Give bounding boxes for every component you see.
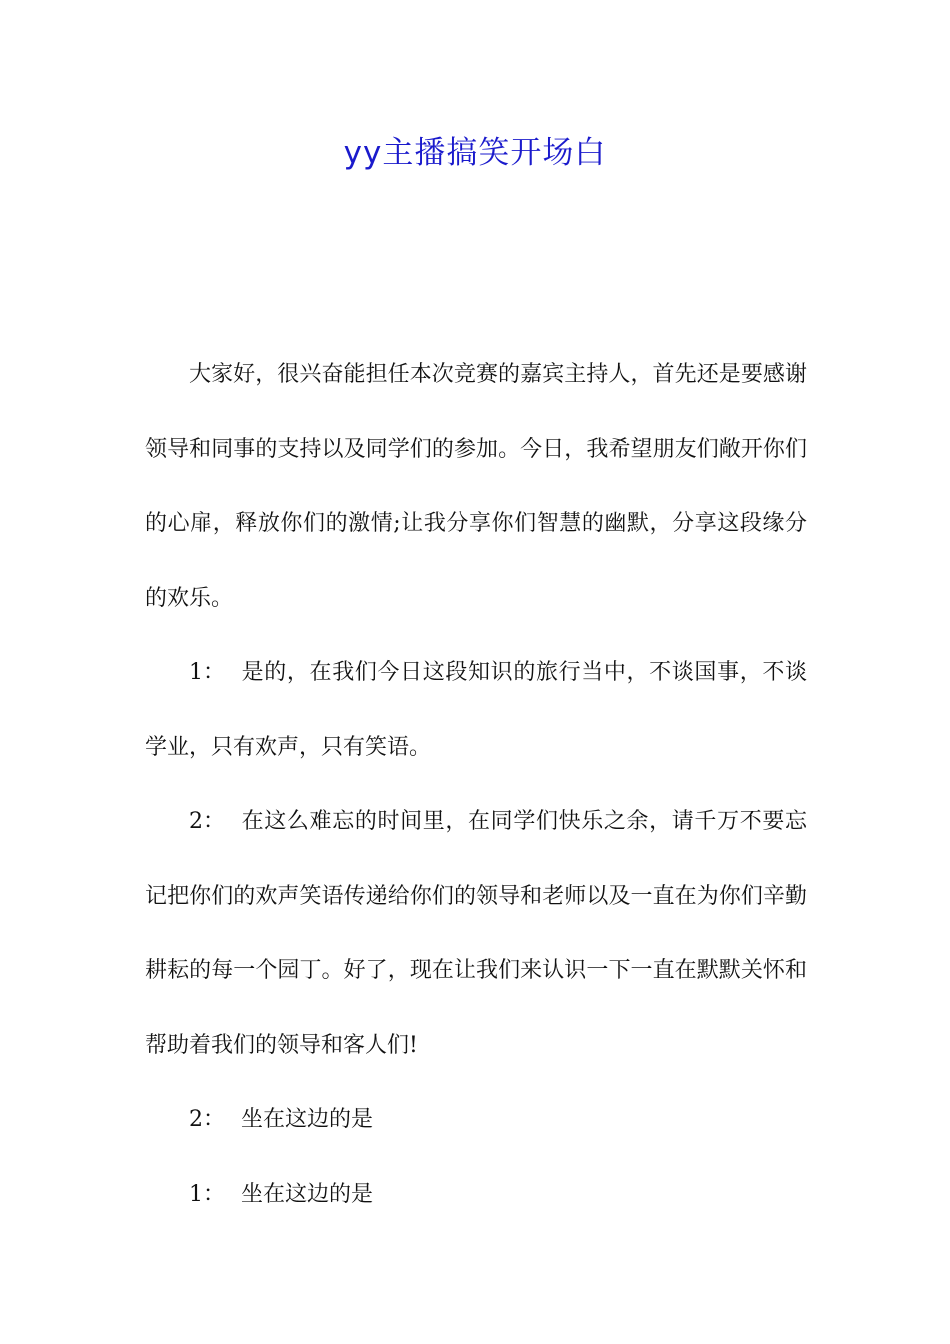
paragraph-speaker-1	[145, 636, 807, 785]
speaker-label: 1：	[189, 660, 225, 685]
paragraph-text: 在这么难忘的时间里，在同学们快乐之余，请千万不要忘记把你们的欢声笑语传递给你们的领导和老师以及一直在为你们辛勤耕耘的每一个园丁。好了，现在让我们来认识一下一直在默默关怀和帮助着我们的领导和客人们!	[145, 809, 807, 1058]
paragraph-text: 大家好，很兴奋能担任本次竞赛的嘉宾主持人，首先还是要感谢领导和同事的支持以及同学们的参加。今日，我希望朋友们敞开你们的心扉，释放你们的激情;让我分享你们智慧的幽默，分享这段缘分的欢乐。	[145, 362, 807, 611]
paragraph-speaker-1-intro	[145, 1158, 807, 1233]
paragraph-intro	[145, 338, 807, 636]
speaker-label: 2：	[189, 1107, 225, 1132]
paragraph-text: 是的，在我们今日这段知识的旅行当中，不谈国事，不谈学业，只有欢声，只有笑语。	[145, 660, 807, 760]
speaker-label: 1：	[189, 1181, 225, 1207]
paragraph-speaker-2	[145, 785, 807, 1083]
document-body	[145, 338, 807, 1232]
paragraph-text: 坐在这边的是	[241, 1107, 374, 1132]
paragraph-text: 坐在这边的是	[241, 1181, 374, 1207]
paragraph-speaker-2-intro	[145, 1083, 807, 1158]
speaker-label: 2：	[189, 809, 225, 834]
document-title: yy主播搞笑开场白	[343, 135, 607, 171]
